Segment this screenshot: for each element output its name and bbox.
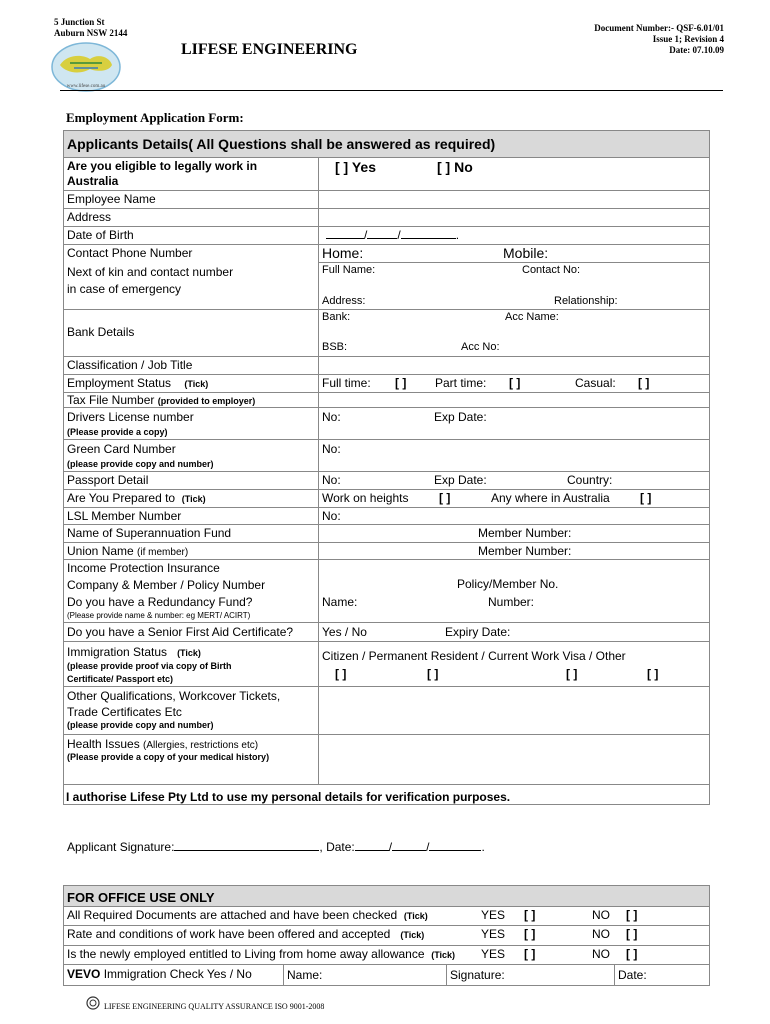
- greencard-no-label: No:: [322, 442, 341, 456]
- office-row-3-no-checkbox[interactable]: [ ]: [626, 947, 638, 961]
- eligible-yes-checkbox[interactable]: [ ] Yes: [335, 159, 376, 175]
- health-note: (Please provide a copy of your medical history): [67, 752, 270, 762]
- section-title: Applicants Details( All Questions shall be answered as required): [67, 136, 496, 152]
- issue-revision: Issue 1; Revision 4: [652, 34, 724, 44]
- dob-field[interactable]: / / .: [326, 228, 459, 241]
- quals-label-2: Trade Certificates Etc: [67, 705, 182, 719]
- office-row-3-no: NO: [592, 947, 610, 961]
- classification-label: Classification / Job Title: [67, 358, 193, 372]
- kin-label-1: Next of kin and contact number: [67, 265, 234, 279]
- quals-label-1: Other Qualifications, Workcover Tickets,: [67, 689, 281, 703]
- firstaid-yes-no[interactable]: Yes / No: [322, 625, 367, 639]
- fulltime-checkbox[interactable]: [ ]: [395, 376, 407, 390]
- office-name-label: Name:: [287, 968, 323, 982]
- bank-label: Bank Details: [67, 325, 135, 339]
- phone-mobile-label: Mobile:: [503, 245, 549, 261]
- phone-label: Contact Phone Number: [67, 246, 193, 260]
- phone-home-label: Home:: [322, 245, 364, 261]
- company-logo: [50, 41, 122, 93]
- casual-checkbox[interactable]: [ ]: [638, 376, 650, 390]
- employment-status-label: Employment Status (Tick): [67, 376, 209, 390]
- bank-bank-label: Bank:: [322, 311, 351, 323]
- office-row-2-yes: YES: [481, 927, 506, 941]
- passport-no-label: No:: [322, 473, 341, 487]
- parttime-checkbox[interactable]: [ ]: [509, 376, 521, 390]
- address-label: Address: [67, 210, 112, 224]
- kin-fullname-label: Full Name:: [322, 264, 376, 276]
- immigration-label: Immigration Status (Tick): [67, 645, 201, 659]
- office-row-1-no: NO: [592, 908, 610, 922]
- redundancy-name-label: Name:: [322, 595, 358, 609]
- greencard-note: (please provide copy and number): [67, 459, 214, 469]
- office-row-2-no-checkbox[interactable]: [ ]: [626, 927, 638, 941]
- citizen-checkbox[interactable]: [ ]: [335, 667, 347, 681]
- office-row-3-yes-checkbox[interactable]: [ ]: [524, 947, 536, 961]
- footer-text: LIFESE ENGINEERING QUALITY ASSURANCE ISO 9001-2008: [104, 1002, 325, 1011]
- anywhere-label: Any where in Australia: [491, 491, 610, 505]
- immigration-options: Citizen / Permanent Resident / Current Work Visa / Other: [322, 649, 626, 663]
- vevo-check: VEVO Immigration Check Yes / No: [67, 967, 252, 981]
- office-date-label: Date:: [618, 968, 647, 982]
- office-row-1: All Required Documents are attached and have been checked (Tick): [67, 908, 428, 922]
- policy-member-label: Policy/Member No.: [457, 577, 559, 591]
- document-number: Document Number:- QSF-6.01/01: [594, 23, 724, 33]
- fulltime-label: Full time:: [322, 376, 371, 390]
- office-row-1-yes-checkbox[interactable]: [ ]: [524, 908, 536, 922]
- anywhere-checkbox[interactable]: [ ]: [640, 491, 652, 505]
- super-member-number-label: Member Number:: [478, 526, 572, 540]
- eligible-no-checkbox[interactable]: [ ] No: [437, 159, 473, 175]
- signature-line[interactable]: Applicant Signature: , Date: / / .: [67, 840, 485, 854]
- firstaid-label: Do you have a Senior First Aid Certificate?: [67, 625, 294, 639]
- employee-name-label: Employee Name: [67, 192, 156, 206]
- redundancy-number-label: Number:: [488, 595, 535, 609]
- redundancy-label: Do you have a Redundancy Fund?: [67, 595, 253, 609]
- work-heights-label: Work on heights: [322, 491, 409, 505]
- work-heights-checkbox[interactable]: [ ]: [439, 491, 451, 505]
- license-no-label: No:: [322, 410, 341, 424]
- company-name: LIFESE ENGINEERING: [181, 41, 358, 58]
- logo-text: www.lifese.com.au: [66, 84, 106, 89]
- kin-address-label: Address:: [322, 295, 366, 307]
- office-row-2-yes-checkbox[interactable]: [ ]: [524, 927, 536, 941]
- kin-label-2: in case of emergency: [67, 282, 182, 296]
- immigration-note-2: Certificate/ Passport etc): [67, 674, 174, 684]
- bank-bsb-label: BSB:: [322, 341, 348, 353]
- office-row-1-yes: YES: [481, 908, 506, 922]
- header-rule: [60, 90, 723, 91]
- quals-note: (please provide copy and number): [67, 720, 214, 730]
- license-note: (Please provide a copy): [67, 427, 168, 437]
- office-row-1-no-checkbox[interactable]: [ ]: [626, 908, 638, 922]
- firstaid-expiry-label: Expiry Date:: [445, 625, 511, 639]
- office-signature-label: Signature:: [450, 968, 505, 982]
- passport-label: Passport Detail: [67, 473, 149, 487]
- immigration-note-1: (please provide proof via copy of Birth: [67, 661, 232, 671]
- office-row-2-no: NO: [592, 927, 610, 941]
- income-label-1: Income Protection Insurance: [67, 561, 220, 575]
- license-exp-label: Exp Date:: [434, 410, 487, 424]
- resident-checkbox[interactable]: [ ]: [427, 667, 439, 681]
- lsl-no-label: No:: [322, 509, 341, 523]
- prepared-label: Are You Prepared to (Tick): [67, 491, 206, 505]
- work-visa-checkbox[interactable]: [ ]: [566, 667, 578, 681]
- tfn-label: Tax File Number (provided to employer): [67, 393, 256, 407]
- quality-seal-icon: [86, 996, 100, 1010]
- license-label: Drivers License number: [67, 410, 194, 424]
- office-title: FOR OFFICE USE ONLY: [67, 890, 215, 905]
- eligible-label-1: Are you eligible to legally work in: [67, 159, 258, 173]
- office-row-2: Rate and conditions of work have been offered and accepted (Tick): [67, 927, 425, 941]
- office-row-3-yes: YES: [481, 947, 506, 961]
- income-label-2: Company & Member / Policy Number: [67, 578, 266, 592]
- health-label: Health Issues (Allergies, restrictions etc): [67, 737, 259, 751]
- greencard-label: Green Card Number: [67, 442, 176, 456]
- address-line-1: 5 Junction St: [54, 17, 105, 27]
- passport-country-label: Country:: [567, 473, 613, 487]
- casual-label: Casual:: [575, 376, 616, 390]
- bank-accno-label: Acc No:: [461, 341, 500, 353]
- form-title: Employment Application Form:: [66, 110, 244, 125]
- kin-contact-label: Contact No:: [522, 264, 581, 276]
- dob-label: Date of Birth: [67, 228, 134, 242]
- lsl-label: LSL Member Number: [67, 509, 182, 523]
- address-line-2: Auburn NSW 2144: [54, 28, 128, 38]
- parttime-label: Part time:: [435, 376, 487, 390]
- passport-exp-label: Exp Date:: [434, 473, 487, 487]
- super-label: Name of Superannuation Fund: [67, 526, 232, 540]
- eligible-label-2: Australia: [67, 174, 119, 188]
- authorise-statement: I authorise Lifese Pty Ltd to use my personal details for verification purposes.: [66, 790, 511, 804]
- document-date: Date: 07.10.09: [669, 45, 724, 55]
- redundancy-note: (Please provide name & number: eg MERT/ ACIRT): [67, 611, 251, 620]
- bank-accname-label: Acc Name:: [505, 311, 559, 323]
- kin-relationship-label: Relationship:: [554, 295, 618, 307]
- union-member-number-label: Member Number:: [478, 544, 572, 558]
- union-label: Union Name (if member): [67, 544, 189, 558]
- other-checkbox[interactable]: [ ]: [647, 667, 659, 681]
- office-row-3: Is the newly employed entitled to Living from home away allowance (Tick): [67, 947, 456, 961]
